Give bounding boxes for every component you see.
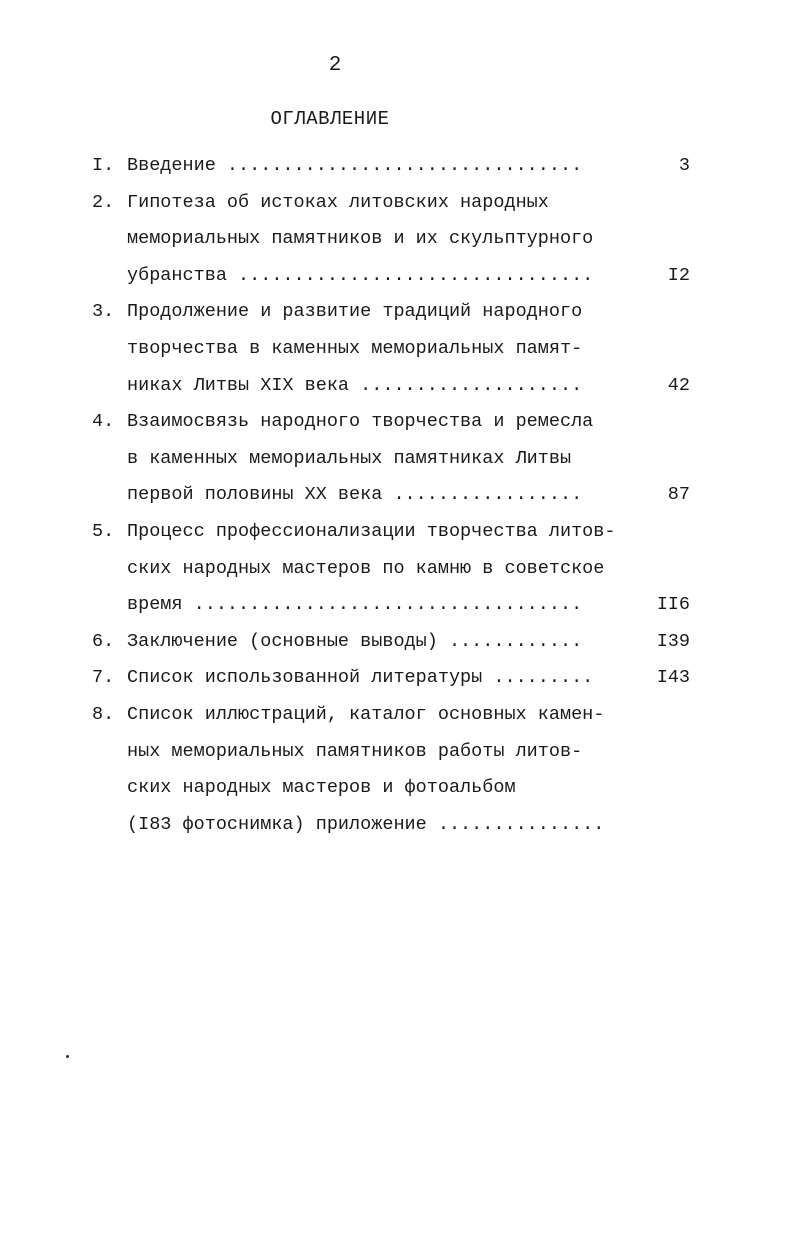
toc-entry-page: 3: [678, 155, 690, 176]
toc-entry-number: 2.: [92, 191, 115, 213]
toc-entry-line: (I83 фотоснимка) приложение ...............: [127, 813, 605, 835]
toc-entry-number: 8.: [92, 703, 115, 725]
toc-entry-1: [92, 148, 712, 185]
toc-entry-line: мемориальных памятников и их скульптурного: [127, 228, 594, 250]
toc-entry-line: Заключение (основные выводы) ............: [127, 630, 583, 652]
toc-entry-number: 3.: [92, 301, 115, 323]
toc-entry-number: 4.: [92, 411, 115, 433]
toc-entry-number: 6.: [92, 630, 115, 652]
toc-entry-line: ских народных мастеров и фотоальбом: [127, 777, 516, 799]
toc-entry-6: [92, 624, 712, 661]
toc-entry-5: [92, 514, 712, 624]
toc-entry-line: убранства ................................: [127, 264, 594, 286]
toc-entry-line: в каменных мемориальных памятниках Литвы: [127, 447, 572, 469]
toc-entry-page: I39: [656, 630, 690, 652]
toc-entry-line: никах Литвы XIX века ....................: [127, 374, 583, 396]
toc-entry-page: II6: [656, 594, 690, 616]
toc-entry-line: Список использованной литературы .........: [127, 667, 594, 689]
toc-entry-line: ных мемориальных памятников работы литов-: [127, 740, 583, 762]
toc-title: ОГЛАВЛЕНИЕ: [270, 108, 390, 130]
toc-entry-line: время ...................................: [127, 594, 583, 616]
toc-entry-7: [92, 660, 712, 697]
toc-entry-page: 42: [667, 374, 690, 396]
toc-entry-line: Продолжение и развитие традиций народного: [127, 301, 583, 323]
toc-entry-2: [92, 185, 712, 295]
toc-entry-page: I2: [667, 264, 690, 286]
toc-entry-4: [92, 404, 712, 514]
toc-entry-number: 5.: [92, 520, 115, 542]
toc-entry-line: творчества в каменных мемориальных памят-: [127, 337, 583, 359]
toc-entry-page: I43: [656, 667, 690, 689]
toc-entry-line: Процесс профессионализации творчества литов-: [127, 520, 616, 542]
toc-entry-line: ских народных мастеров по камню в советское: [127, 557, 605, 579]
toc-entry-line: первой половины XX века .................: [127, 484, 583, 506]
toc-entry-line: Взаимосвязь народного творчества и ремесла: [127, 411, 594, 433]
page-number: 2: [328, 54, 342, 77]
toc-entry-page: 87: [667, 484, 690, 506]
toc-entry-line: Гипотеза об истоках литовских народных: [127, 191, 549, 213]
toc-entry-number: 7.: [92, 667, 115, 689]
toc-entry-number: I.: [92, 155, 115, 176]
toc-entry-line: Список иллюстраций, каталог основных камен-: [127, 703, 605, 725]
toc-entry-3: [92, 294, 712, 404]
stray-ink-dot: [66, 1055, 69, 1058]
toc-entry-8: [92, 697, 712, 843]
toc-entry-line: Введение ................................: [127, 155, 583, 176]
table-of-contents: [92, 148, 712, 843]
